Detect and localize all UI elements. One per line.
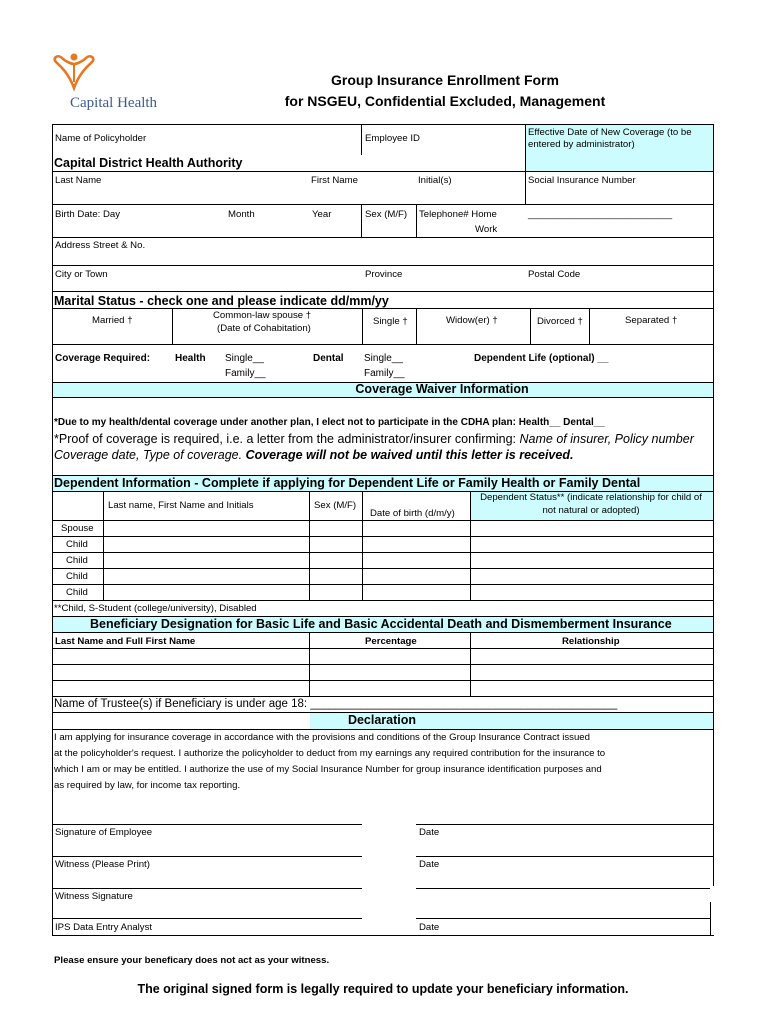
- checkbox-mark-icon[interactable]: †: [127, 315, 133, 326]
- province-label: Province: [365, 269, 403, 280]
- dependent-footnote: **Child, S-Student (college/university), Disabled: [54, 603, 257, 614]
- policyholder-label: Name of Policyholder: [55, 133, 147, 144]
- waiver-heading: Coverage Waiver Information: [355, 382, 529, 396]
- address-label: Address Street & No.: [55, 240, 146, 251]
- employee-date-label: Date: [419, 827, 440, 838]
- waiver-election: *Due to my health/dental coverage under another plan, I elect not to participate in the CDHA plan: Health__ Dental__: [54, 417, 605, 428]
- declaration-heading: Declaration: [347, 713, 417, 727]
- declaration-line: which I am or may be entitled. I authorize the use of my Social Insurance Number for group insurance identification purposes and: [54, 764, 602, 775]
- beneficiary-name-column: Last Name and Full First Name: [55, 636, 196, 647]
- dental-label: Dental: [313, 353, 344, 364]
- checkbox-mark-icon[interactable]: †: [671, 315, 678, 326]
- sex-label: Sex (M/F): [365, 209, 408, 220]
- form-title: Group Insurance Enrollment Form: [331, 72, 559, 88]
- widow-label: Widow(er) †: [446, 315, 498, 326]
- analyst-label: IPS Data Entry Analyst: [55, 922, 153, 933]
- dental-family-option[interactable]: Family__: [364, 368, 405, 379]
- married-label: Married †: [92, 315, 133, 326]
- witness-print-label: Witness (Please Print): [55, 859, 150, 870]
- checkbox-mark-icon[interactable]: †: [305, 310, 312, 321]
- effective-date-label-2: entered by administrator): [528, 139, 635, 150]
- dependent-row-child: Child: [66, 571, 88, 582]
- dependent-status-column-1: Dependent Status** (indicate relationship for child of: [480, 492, 702, 503]
- common-law-label: Common-law spouse †: [213, 310, 312, 321]
- checkbox-mark-icon[interactable]: †: [402, 316, 408, 327]
- waiver-proof-line-2: Coverage date, Type of coverage. Coverage will not be waived until this letter is received.: [54, 448, 574, 462]
- health-label: Health: [175, 353, 206, 364]
- employee-id-label: Employee ID: [365, 133, 420, 144]
- beneficiary-percentage-column: Percentage: [365, 636, 417, 647]
- logo: [50, 52, 180, 116]
- legal-notice: The original signed form is legally required to update your beneficiary information.: [137, 982, 629, 996]
- trustee-label: Name of Trustee(s) if Beneficiary is under age 18: ________________________________________________: [54, 698, 618, 710]
- health-single-option[interactable]: Single__: [225, 353, 264, 364]
- witness-signature-label: Witness Signature: [55, 891, 133, 902]
- beneficiary-heading: Beneficiary Designation for Basic Life and Basic Accidental Death and Dismemberment Insurance: [90, 617, 672, 631]
- declaration-line: as required by law, for income tax reporting.: [54, 780, 241, 791]
- dependent-row-child: Child: [66, 555, 88, 566]
- declaration-line: at the policyholder's request. I authorize the policyholder to deduct from my earnings any required contribution for the insurance to: [54, 748, 606, 759]
- marital-status-heading: Marital Status - check one and please indicate dd/mm/yy: [54, 294, 389, 308]
- checkbox-mark-icon[interactable]: †: [492, 315, 498, 326]
- sin-blank: ___________________________: [528, 209, 673, 220]
- witness-warning: Please ensure your beneficary does not act as your witness.: [54, 955, 330, 966]
- dependent-name-column: Last name, First Name and Initials: [108, 500, 254, 511]
- birth-day-label: Birth Date: Day: [55, 209, 121, 220]
- policyholder-value: Capital District Health Authority: [54, 156, 243, 170]
- postal-code-label: Postal Code: [528, 269, 581, 280]
- employee-signature-label: Signature of Employee: [55, 827, 153, 838]
- coverage-required-label: Coverage Required:: [55, 353, 151, 364]
- birth-month-label: Month: [228, 209, 255, 220]
- witness-date-label: Date: [419, 859, 440, 870]
- last-name-label: Last Name: [55, 175, 102, 186]
- logo-text: Capital Health: [70, 95, 158, 111]
- dependent-heading: Dependent Information - Complete if applying for Dependent Life or Family Health or Family Dental: [54, 476, 641, 490]
- dependent-row-child: Child: [66, 539, 88, 550]
- dependent-sex-column: Sex (M/F): [314, 500, 357, 511]
- separated-label: Separated †: [625, 315, 678, 326]
- first-name-label: First Name: [311, 175, 358, 186]
- form-subtitle: for NSGEU, Confidential Excluded, Management: [284, 93, 606, 109]
- divorced-label: Divorced †: [537, 316, 583, 327]
- telephone-home-label: Telephone# Home: [419, 209, 497, 220]
- dependent-row-child: Child: [66, 587, 88, 598]
- telephone-work-label: Work: [475, 224, 498, 235]
- city-label: City or Town: [55, 269, 108, 280]
- dependent-life-option[interactable]: Dependent Life (optional) __: [474, 353, 609, 364]
- sin-label: Social Insurance Number: [528, 175, 636, 186]
- single-label: Single †: [373, 316, 408, 327]
- declaration-line: I am applying for insurance coverage in accordance with the provisions and conditions of the Group Insurance Contract issued: [54, 732, 590, 743]
- birth-year-label: Year: [312, 209, 332, 220]
- health-family-option[interactable]: Family__: [225, 368, 266, 379]
- cohabitation-label: (Date of Cohabitation): [217, 323, 311, 334]
- waiver-proof-line-1: *Proof of coverage is required, i.e. a letter from the administrator/insurer confirming: Name of insurer, Policy number: [54, 432, 694, 446]
- dependent-status-column-2: not natural or adopted): [542, 505, 640, 516]
- heart-figure-icon: [50, 52, 102, 92]
- dependent-row-spouse: Spouse: [61, 523, 94, 534]
- beneficiary-relationship-column: Relationship: [562, 636, 620, 647]
- checkbox-mark-icon[interactable]: †: [577, 316, 583, 327]
- analyst-date-label: Date: [419, 922, 440, 933]
- effective-date-label-1: Effective Date of New Coverage (to be: [528, 127, 692, 138]
- initials-label: Initial(s): [418, 175, 452, 186]
- dental-single-option[interactable]: Single__: [364, 353, 403, 364]
- dependent-dob-column: Date of birth (d/m/y): [370, 508, 455, 519]
